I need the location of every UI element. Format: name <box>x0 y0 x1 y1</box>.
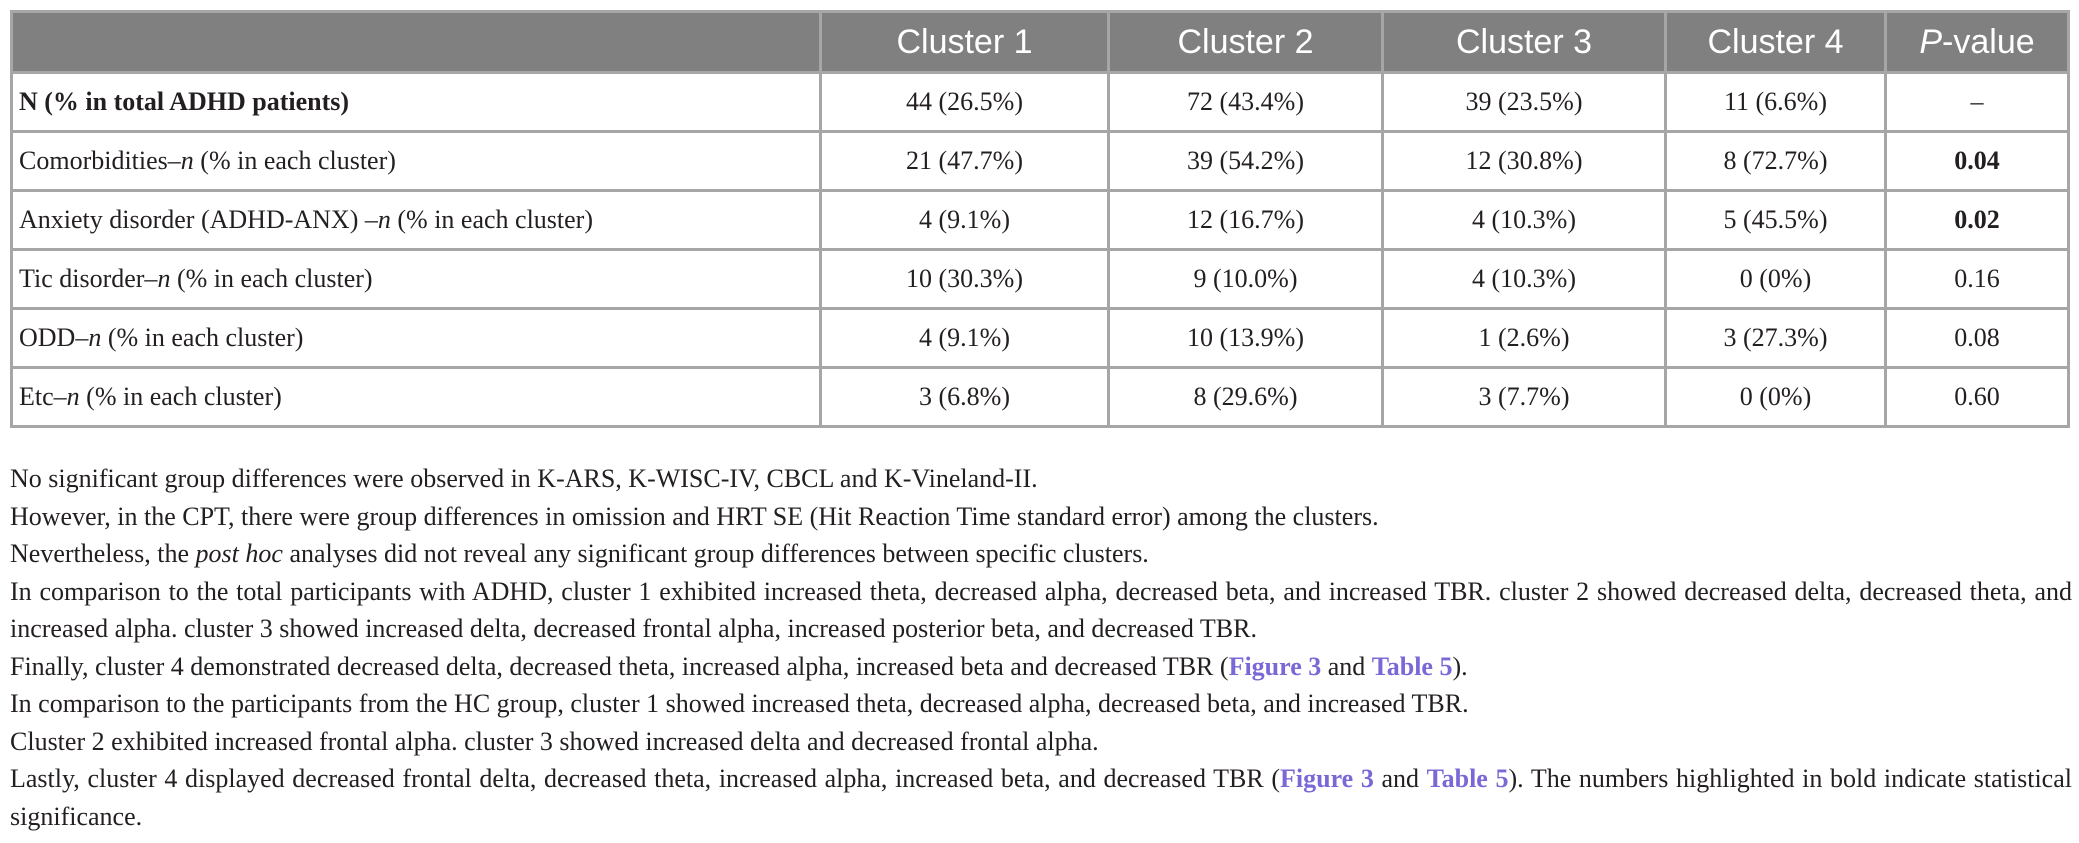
table-cell: 39 (23.5%) <box>1383 73 1666 132</box>
table-cell: 3 (27.3%) <box>1666 309 1886 368</box>
cluster-comorbidity-table <box>10 10 2070 428</box>
header-cluster-2: Cluster 2 <box>1109 12 1383 73</box>
table-5-link[interactable]: Table 5 <box>1426 764 1509 793</box>
row-label-text: Anxiety disorder (ADHD-ANX) – <box>19 205 378 234</box>
row-label-suffix: (% in each cluster) <box>79 382 282 411</box>
header-p-value <box>1886 12 2069 73</box>
footnote-italic-text: post hoc <box>195 539 283 568</box>
p-value-cell: – <box>1886 73 2069 132</box>
footnote-text: and <box>1321 651 1372 681</box>
table-row <box>12 73 2069 132</box>
table-cell: 0 (0%) <box>1666 368 1886 427</box>
row-label-text: Etc– <box>19 382 67 411</box>
table-row <box>12 368 2069 427</box>
table-cell: 4 (10.3%) <box>1383 250 1666 309</box>
table-5-link[interactable]: Table 5 <box>1371 651 1453 681</box>
footnote-line: In comparison to the participants from the HC group, cluster 1 showed increased theta, decreased alpha, decreased beta, and increased TBR. <box>10 689 1469 718</box>
table-cell: 10 (30.3%) <box>821 250 1109 309</box>
footnote-paragraph <box>10 760 2072 835</box>
footnote-text: ). <box>1452 651 1468 681</box>
row-label-text: Comorbidities– <box>19 146 181 175</box>
table-cell: 44 (26.5%) <box>821 73 1109 132</box>
footnote-text: Nevertheless, the <box>10 539 196 568</box>
figure-3-link[interactable]: Figure 3 <box>1228 651 1322 681</box>
row-label-suffix: (% in each cluster) <box>193 146 396 175</box>
row-label-italic: n <box>157 264 171 293</box>
row-label-suffix: (% in each cluster) <box>101 323 304 352</box>
row-label-suffix: (% in each cluster) <box>170 264 373 293</box>
row-label-text: ODD– <box>19 323 89 352</box>
row-label-italic: n <box>66 382 80 411</box>
table-cell: 8 (72.7%) <box>1666 132 1886 191</box>
table-row <box>12 132 2069 191</box>
table-footnotes <box>10 460 2072 835</box>
table-cell: 72 (43.4%) <box>1109 73 1383 132</box>
table-row <box>12 191 2069 250</box>
row-label <box>12 309 821 368</box>
table-cell: 21 (47.7%) <box>821 132 1109 191</box>
footnote-line: However, in the CPT, there were group differences in omission and HRT SE (Hit Reaction Time standard error) among the clusters. <box>10 501 1379 531</box>
table-cell: 9 (10.0%) <box>1109 250 1383 309</box>
row-label-italic: n <box>180 146 194 175</box>
table-cell: 12 (30.8%) <box>1383 132 1666 191</box>
row-label <box>12 191 821 250</box>
header-cluster-3: Cluster 3 <box>1383 12 1666 73</box>
row-label <box>12 368 821 427</box>
footnote-text: and <box>1373 764 1427 793</box>
footnote-text: Finally, cluster 4 demonstrated decreased delta, decreased theta, increased alpha, increased beta and decreased TBR ( <box>10 651 1229 681</box>
table-cell: 10 (13.9%) <box>1109 309 1383 368</box>
table-header-row <box>12 12 2069 73</box>
table-cell: 11 (6.6%) <box>1666 73 1886 132</box>
p-value-cell-significant: 0.04 <box>1886 132 2069 191</box>
table-cell: 12 (16.7%) <box>1109 191 1383 250</box>
footnote-paragraph: In comparison to the total participants with ADHD, cluster 1 exhibited increased theta, decreased alpha, decreased beta, and increased TBR. cluster 2 showed decreased delta, decreased theta, and increased alpha. cluster 3 showed increased delta, decreased frontal alpha, increased posterior beta, and decreased TBR. <box>10 576 2072 643</box>
header-cell-empty <box>12 12 821 73</box>
table-cell: 8 (29.6%) <box>1109 368 1383 427</box>
table-cell: 4 (10.3%) <box>1383 191 1666 250</box>
row-label <box>12 73 821 132</box>
row-label-italic: n <box>377 205 391 234</box>
table-cell: 39 (54.2%) <box>1109 132 1383 191</box>
row-label <box>12 132 821 191</box>
data-table-container <box>10 10 2067 428</box>
table-cell: 3 (6.8%) <box>821 368 1109 427</box>
footnote-line: No significant group differences were observed in K-ARS, K-WISC-IV, CBCL and K-Vineland-II. <box>10 464 1038 493</box>
p-value-cell: 0.08 <box>1886 309 2069 368</box>
row-label-italic: n <box>88 323 102 352</box>
p-italic: P <box>1919 22 1943 61</box>
table-cell: 1 (2.6%) <box>1383 309 1666 368</box>
footnote-line <box>10 648 2072 686</box>
footnote-line: Cluster 2 exhibited increased frontal alpha. cluster 3 showed increased delta and decreased frontal alpha. <box>10 726 1099 756</box>
table-row <box>12 309 2069 368</box>
header-cluster-4: Cluster 4 <box>1666 12 1886 73</box>
p-value-cell-significant: 0.02 <box>1886 191 2069 250</box>
table-row <box>12 250 2069 309</box>
table-cell: 4 (9.1%) <box>821 309 1109 368</box>
footnote-text: analyses did not reveal any significant group differences between specific clusters. <box>282 539 1149 568</box>
row-label-text: N (% in total ADHD patients) <box>19 87 350 116</box>
row-label-text: Tic disorder– <box>19 264 158 293</box>
table-cell: 3 (7.7%) <box>1383 368 1666 427</box>
row-label-suffix: (% in each cluster) <box>390 205 593 234</box>
p-value-suffix: -value <box>1942 22 2035 61</box>
p-value-cell: 0.16 <box>1886 250 2069 309</box>
table-cell: 5 (45.5%) <box>1666 191 1886 250</box>
header-cluster-1: Cluster 1 <box>821 12 1109 73</box>
footnote-line <box>10 535 2072 573</box>
figure-3-link[interactable]: Figure 3 <box>1280 764 1374 793</box>
row-label <box>12 250 821 309</box>
table-cell: 0 (0%) <box>1666 250 1886 309</box>
p-value-cell: 0.60 <box>1886 368 2069 427</box>
table-cell: 4 (9.1%) <box>821 191 1109 250</box>
footnote-text: Lastly, cluster 4 displayed decreased frontal delta, decreased theta, increased alpha, increased beta, and decreased TBR ( <box>10 764 1280 793</box>
footnote-text: ). The numbers highlighted in bold indicate statistical significance. <box>10 764 2072 831</box>
